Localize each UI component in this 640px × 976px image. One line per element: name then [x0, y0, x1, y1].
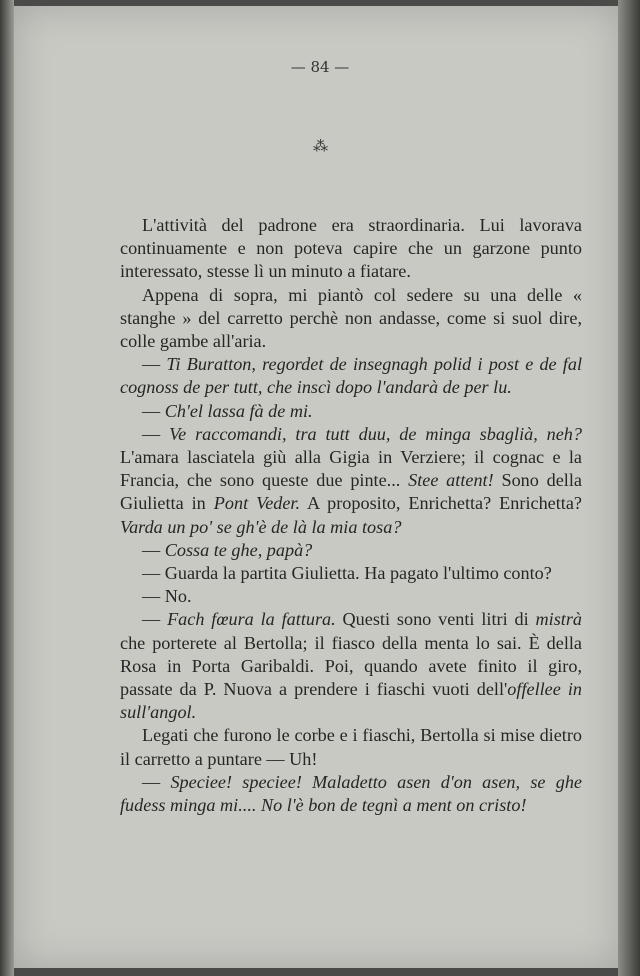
dialect-speech: Cossa te ghe, papà? — [164, 539, 313, 560]
dash: — — [142, 354, 167, 375]
section-ornament: ⁂ — [313, 137, 327, 155]
dialogue-line — [120, 353, 582, 399]
dialogue-line — [120, 585, 582, 608]
page-number: — 84 — — [290, 58, 350, 76]
dialogue-line — [120, 562, 582, 585]
paragraph-text: Questi sono venti litri di — [335, 609, 536, 630]
paragraph-text: che porterete al Bertolla; il fiasco della menta lo sai. È della Rosa in Porta Garibaldi. Poi, quando avete finito il giro, passate da P. Nuova a prendere i fiaschi vuoti dell' — [120, 632, 582, 700]
dash: — — [142, 400, 165, 421]
dialect-speech: Ti Buratton, regordet de insegnagh polid i post e de fal cognoss de per tutt, che inscì dopo l'andarà de per lu. — [120, 354, 583, 398]
dialogue-line — [120, 400, 582, 423]
dialogue-line — [120, 608, 582, 724]
dialect-speech: Speciee! speciee! Maladetto asen d'on asen, se ghe fudess minga mi.... No l'è bon de tegnì a ment on cristo! — [120, 771, 582, 816]
paragraph-text: Legati che furono le corbe e i fiaschi, Bertolla si mise dietro il carretto a puntare — Uh! — [120, 725, 582, 769]
paragraph — [120, 724, 582, 770]
dash: — — [142, 423, 170, 444]
dialect-speech: offellee in sull'angol. — [120, 679, 583, 723]
paragraph-text: — No. — [142, 586, 192, 607]
dialect-speech: Ch'el lassa fà de mi. — [164, 400, 313, 421]
dialogue-line — [120, 423, 582, 539]
paragraph — [120, 284, 582, 354]
dialect-speech: Stee attent! — [408, 470, 494, 491]
paragraph-text: — Guarda la partita Giulietta. Ha pagato l'ultimo conto? — [142, 563, 552, 584]
dash: — — [142, 609, 168, 630]
dialect-speech: mistrà — [535, 609, 582, 630]
paragraph-text: Sono della Giulietta in — [120, 470, 582, 514]
dialect-speech: Varda un po' se gh'è de là la mia tosa? — [120, 516, 402, 537]
body-text — [120, 214, 582, 817]
paragraph-text: L'amara lasciatela giù alla Gigia in Verziere; il cognac e la Francia, che sono queste due pinte... — [120, 447, 582, 491]
dialect-speech: Fach fœura la fattura. — [167, 609, 336, 630]
dialogue-line — [120, 771, 582, 817]
paragraph — [120, 214, 582, 284]
paragraph-text: L'attività del padrone era straordinaria. Lui lavorava continuamente e non poteva capire che un garzone punto interessato, stesse lì un minuto a fiatare. — [120, 215, 582, 282]
dialogue-line — [120, 539, 582, 562]
dash: — — [142, 539, 165, 560]
dash: — — [142, 771, 171, 792]
paragraph-text: Appena di sopra, mi piantò col sedere su una delle « stanghe » del carretto perchè non andasse, come si suol dire, colle gambe all'aria. — [120, 284, 582, 352]
dialect-speech: Ve raccomandi, tra tutt duu, de minga sbaglià, neh? — [169, 423, 582, 444]
paragraph-text: A proposito, Enrichetta? Enrichetta? — [300, 493, 582, 514]
dialect-speech: Pont Veder. — [213, 493, 301, 514]
